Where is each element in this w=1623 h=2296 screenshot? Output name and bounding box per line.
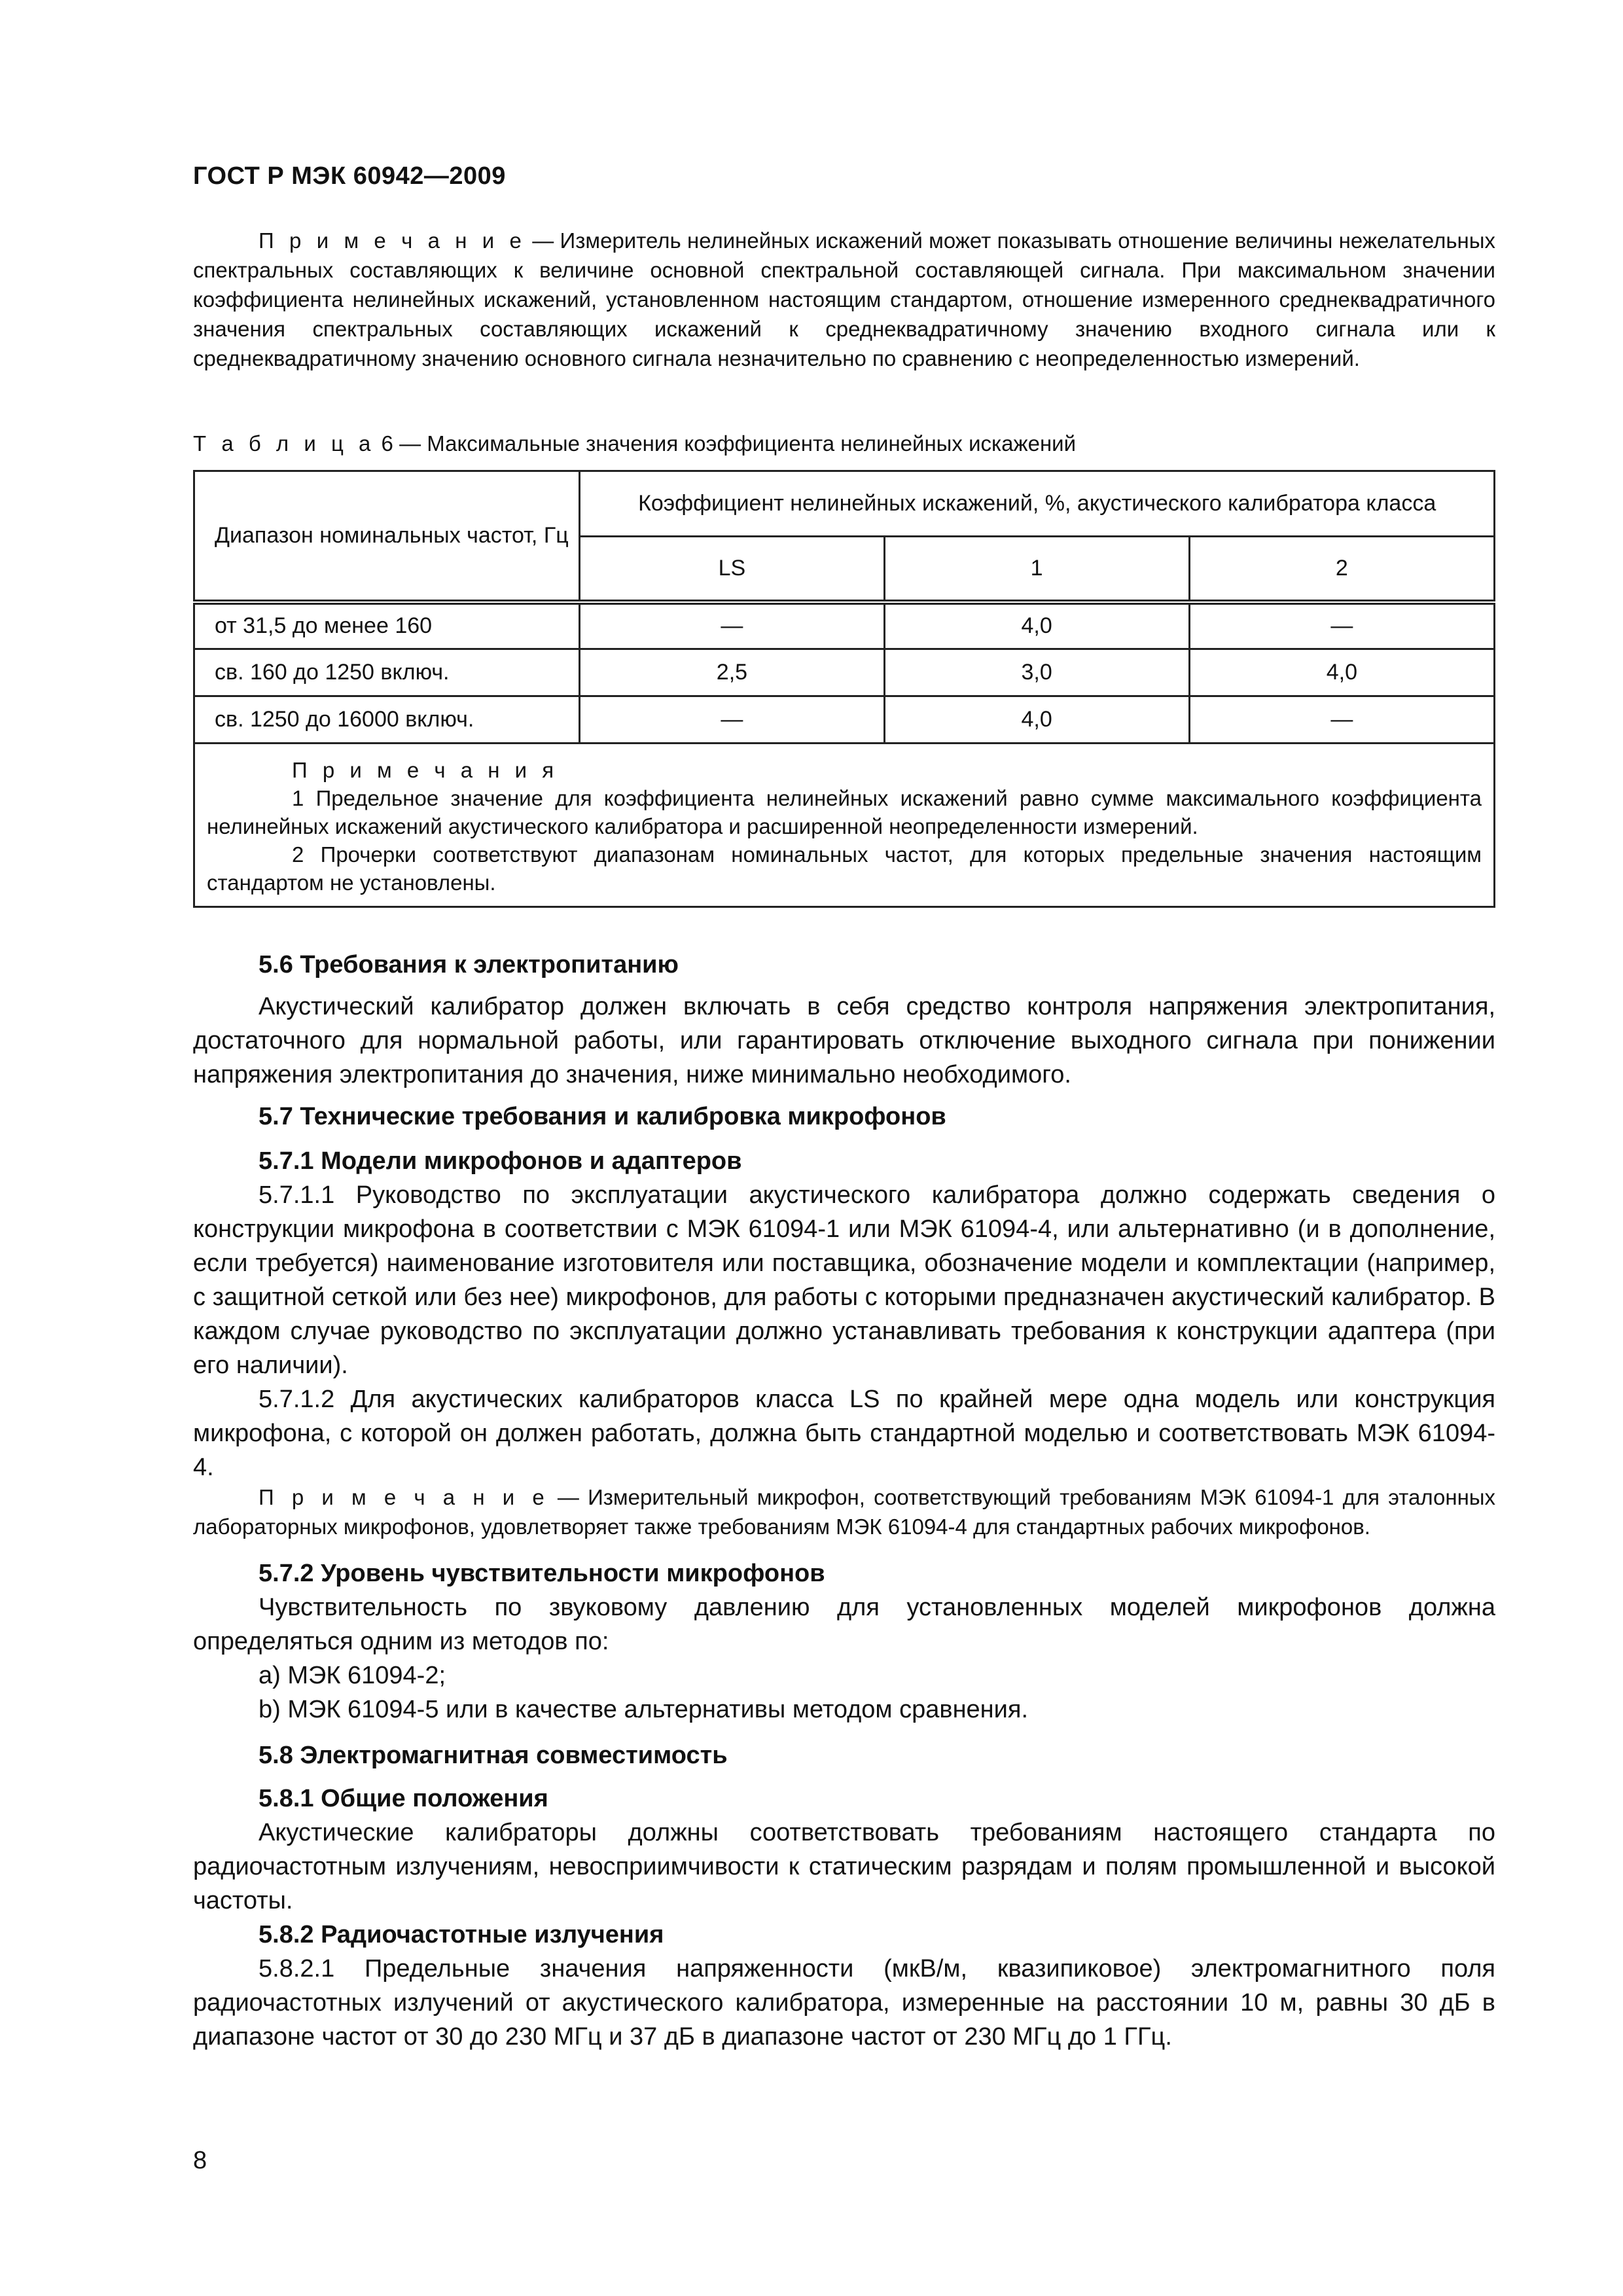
table-caption-label: Т а б л и ц а (193, 431, 376, 456)
distortion-table (193, 470, 1495, 908)
header-class-ls: LS (580, 537, 884, 602)
header-range: Диапазон номинальных частот, Гц (194, 471, 580, 602)
table-notes-row (194, 744, 1495, 907)
note-distortion-meter (193, 226, 1495, 373)
table-caption-text: 6 — Максимальные значения коэффициента нелинейных искажений (375, 431, 1077, 456)
note-text: — Измеритель нелинейных искажений может показывать отношение величины нежелательных спектральных составляющих к величине основной спектральной составляющей сигнала. При максимальном значении коэффициента нелинейных искажений, установленном настоящим стандартом, отношение измеренного среднеквадратичного значения спектральных составляющих искажений к среднеквадратичному значению входного сигнала или к среднеквадратичному значению основного сигнала незначительно по сравнению с неопределенностью измерений. (193, 228, 1495, 370)
note-text: — Измерительный микрофон, соответствующий требованиям МЭК 61094-1 для эталонных лабораторных микрофонов, удовлетворяет также требованиям МЭК 61094-4 для стандартных рабочих микрофонов. (193, 1485, 1496, 1539)
section-5-6-text: Акустический калибратор должен включать в себя средство контроля напряжения электропитания, достаточного для нормальной работы, или гарантировать отключение выходного сигнала при понижении напряжения электропитания до значения, ниже минимально необходимого. (193, 993, 1495, 1088)
table-row (194, 602, 1495, 649)
table-note-2: 2 Прочерки соответствуют диапазонам номинальных частот, для которых предельные значения настоящим стандартом не установлены. (207, 842, 1482, 895)
section-5-8-title: 5.8 Электромагнитная совместимость (259, 1742, 728, 1769)
section-5-6-title: 5.6 Требования к электропитанию (259, 951, 679, 978)
section-5-8-1-title: 5.8.1 Общие положения (259, 1785, 548, 1812)
table-notes-title: П р и м е ч а н и я (292, 758, 559, 782)
row-value-1: 4,0 (884, 696, 1189, 744)
list-item-b: b) МЭК 61094-5 или в качестве альтернативы методом сравнения. (259, 1696, 1029, 1723)
row-value-ls: — (580, 602, 884, 649)
table-caption (193, 429, 1076, 458)
table-note-1: 1 Предельное значение для коэффициента нелинейных искажений равно сумме максимального коэффициента нелинейных искажений акустического калибратора и расширенной неопределенности измерений. (207, 786, 1482, 838)
note-label: П р и м е ч а н и е (259, 1485, 549, 1509)
document-header: ГОСТ Р МЭК 60942—2009 (193, 162, 506, 190)
table-notes (194, 744, 1495, 907)
section-5-7-2-text: Чувствительность по звуковому давлению для установленных моделей микрофонов должна определяться одним из методов по: (193, 1594, 1495, 1655)
section-5-7-2-title: 5.7.2 Уровень чувствительности микрофонов (259, 1560, 825, 1587)
table-header-row (194, 471, 1495, 537)
section-5-7-1-1-text: 5.7.1.1 Руководство по эксплуатации акустического калибратора должно содержать сведения о конструкции микрофона в соответствии с МЭК 61094-1 или МЭК 61094-4, или альтернативно (и в дополнение, если требуется) наименование изготовителя или поставщика, обозначение модели и комплектации (например, с защитной сеткой или без нее) микрофонов, для работы с которыми предназначен акустический калибратор. В каждом случае руководство по эксплуатации должно устанавливать требования к конструкции адаптера (при его наличии). (193, 1181, 1495, 1379)
note-microphone (193, 1482, 1495, 1541)
row-value-1: 3,0 (884, 649, 1189, 696)
section-5-8-2-title: 5.8.2 Радиочастотные излучения (259, 1921, 664, 1948)
table-row (194, 696, 1495, 744)
row-value-ls: 2,5 (580, 649, 884, 696)
row-value-2: — (1189, 696, 1494, 744)
row-value-1: 4,0 (884, 602, 1189, 649)
row-range: св. 160 до 1250 включ. (194, 649, 580, 696)
row-value-2: 4,0 (1189, 649, 1494, 696)
header-class-2: 2 (1189, 537, 1494, 602)
row-range: св. 1250 до 16000 включ. (194, 696, 580, 744)
row-value-ls: — (580, 696, 884, 744)
section-5-8-2-1-text: 5.8.2.1 Предельные значения напряженности (мкВ/м, квазипиковое) электромагнитного поля радиочастотных излучений от акустического калибратора, измеренные на расстоянии 10 м, равны 30 дБ в диапазоне частот от 30 до 230 МГц и 37 дБ в диапазоне частот от 230 МГц до 1 ГГц. (193, 1955, 1495, 2051)
note-label: П р и м е ч а н и е (259, 228, 526, 253)
section-5-7-1-title: 5.7.1 Модели микрофонов и адаптеров (259, 1147, 742, 1175)
row-value-2: — (1189, 602, 1494, 649)
section-5-8-1-text: Акустические калибраторы должны соответствовать требованиям настоящего стандарта по радиочастотным излучениям, невосприимчивости к статическим разрядам и полям промышленной и высокой частоты. (193, 1819, 1495, 1914)
section-5-7-title: 5.7 Технические требования и калибровка микрофонов (259, 1103, 946, 1130)
section-5-7-1-2-text: 5.7.1.2 Для акустических калибраторов класса LS по крайней мере одна модель или конструкция микрофона, с которой он должен работать, должна быть стандартной моделью и соответствовать МЭК 61094-4. (193, 1386, 1495, 1481)
row-range: от 31,5 до менее 160 (194, 602, 580, 649)
header-coefficient: Коэффициент нелинейных искажений, %, акустического калибратора класса (580, 471, 1495, 537)
page-number: 8 (193, 2147, 207, 2174)
table-row (194, 649, 1495, 696)
list-item-a: a) МЭК 61094-2; (259, 1662, 446, 1689)
header-class-1: 1 (884, 537, 1189, 602)
